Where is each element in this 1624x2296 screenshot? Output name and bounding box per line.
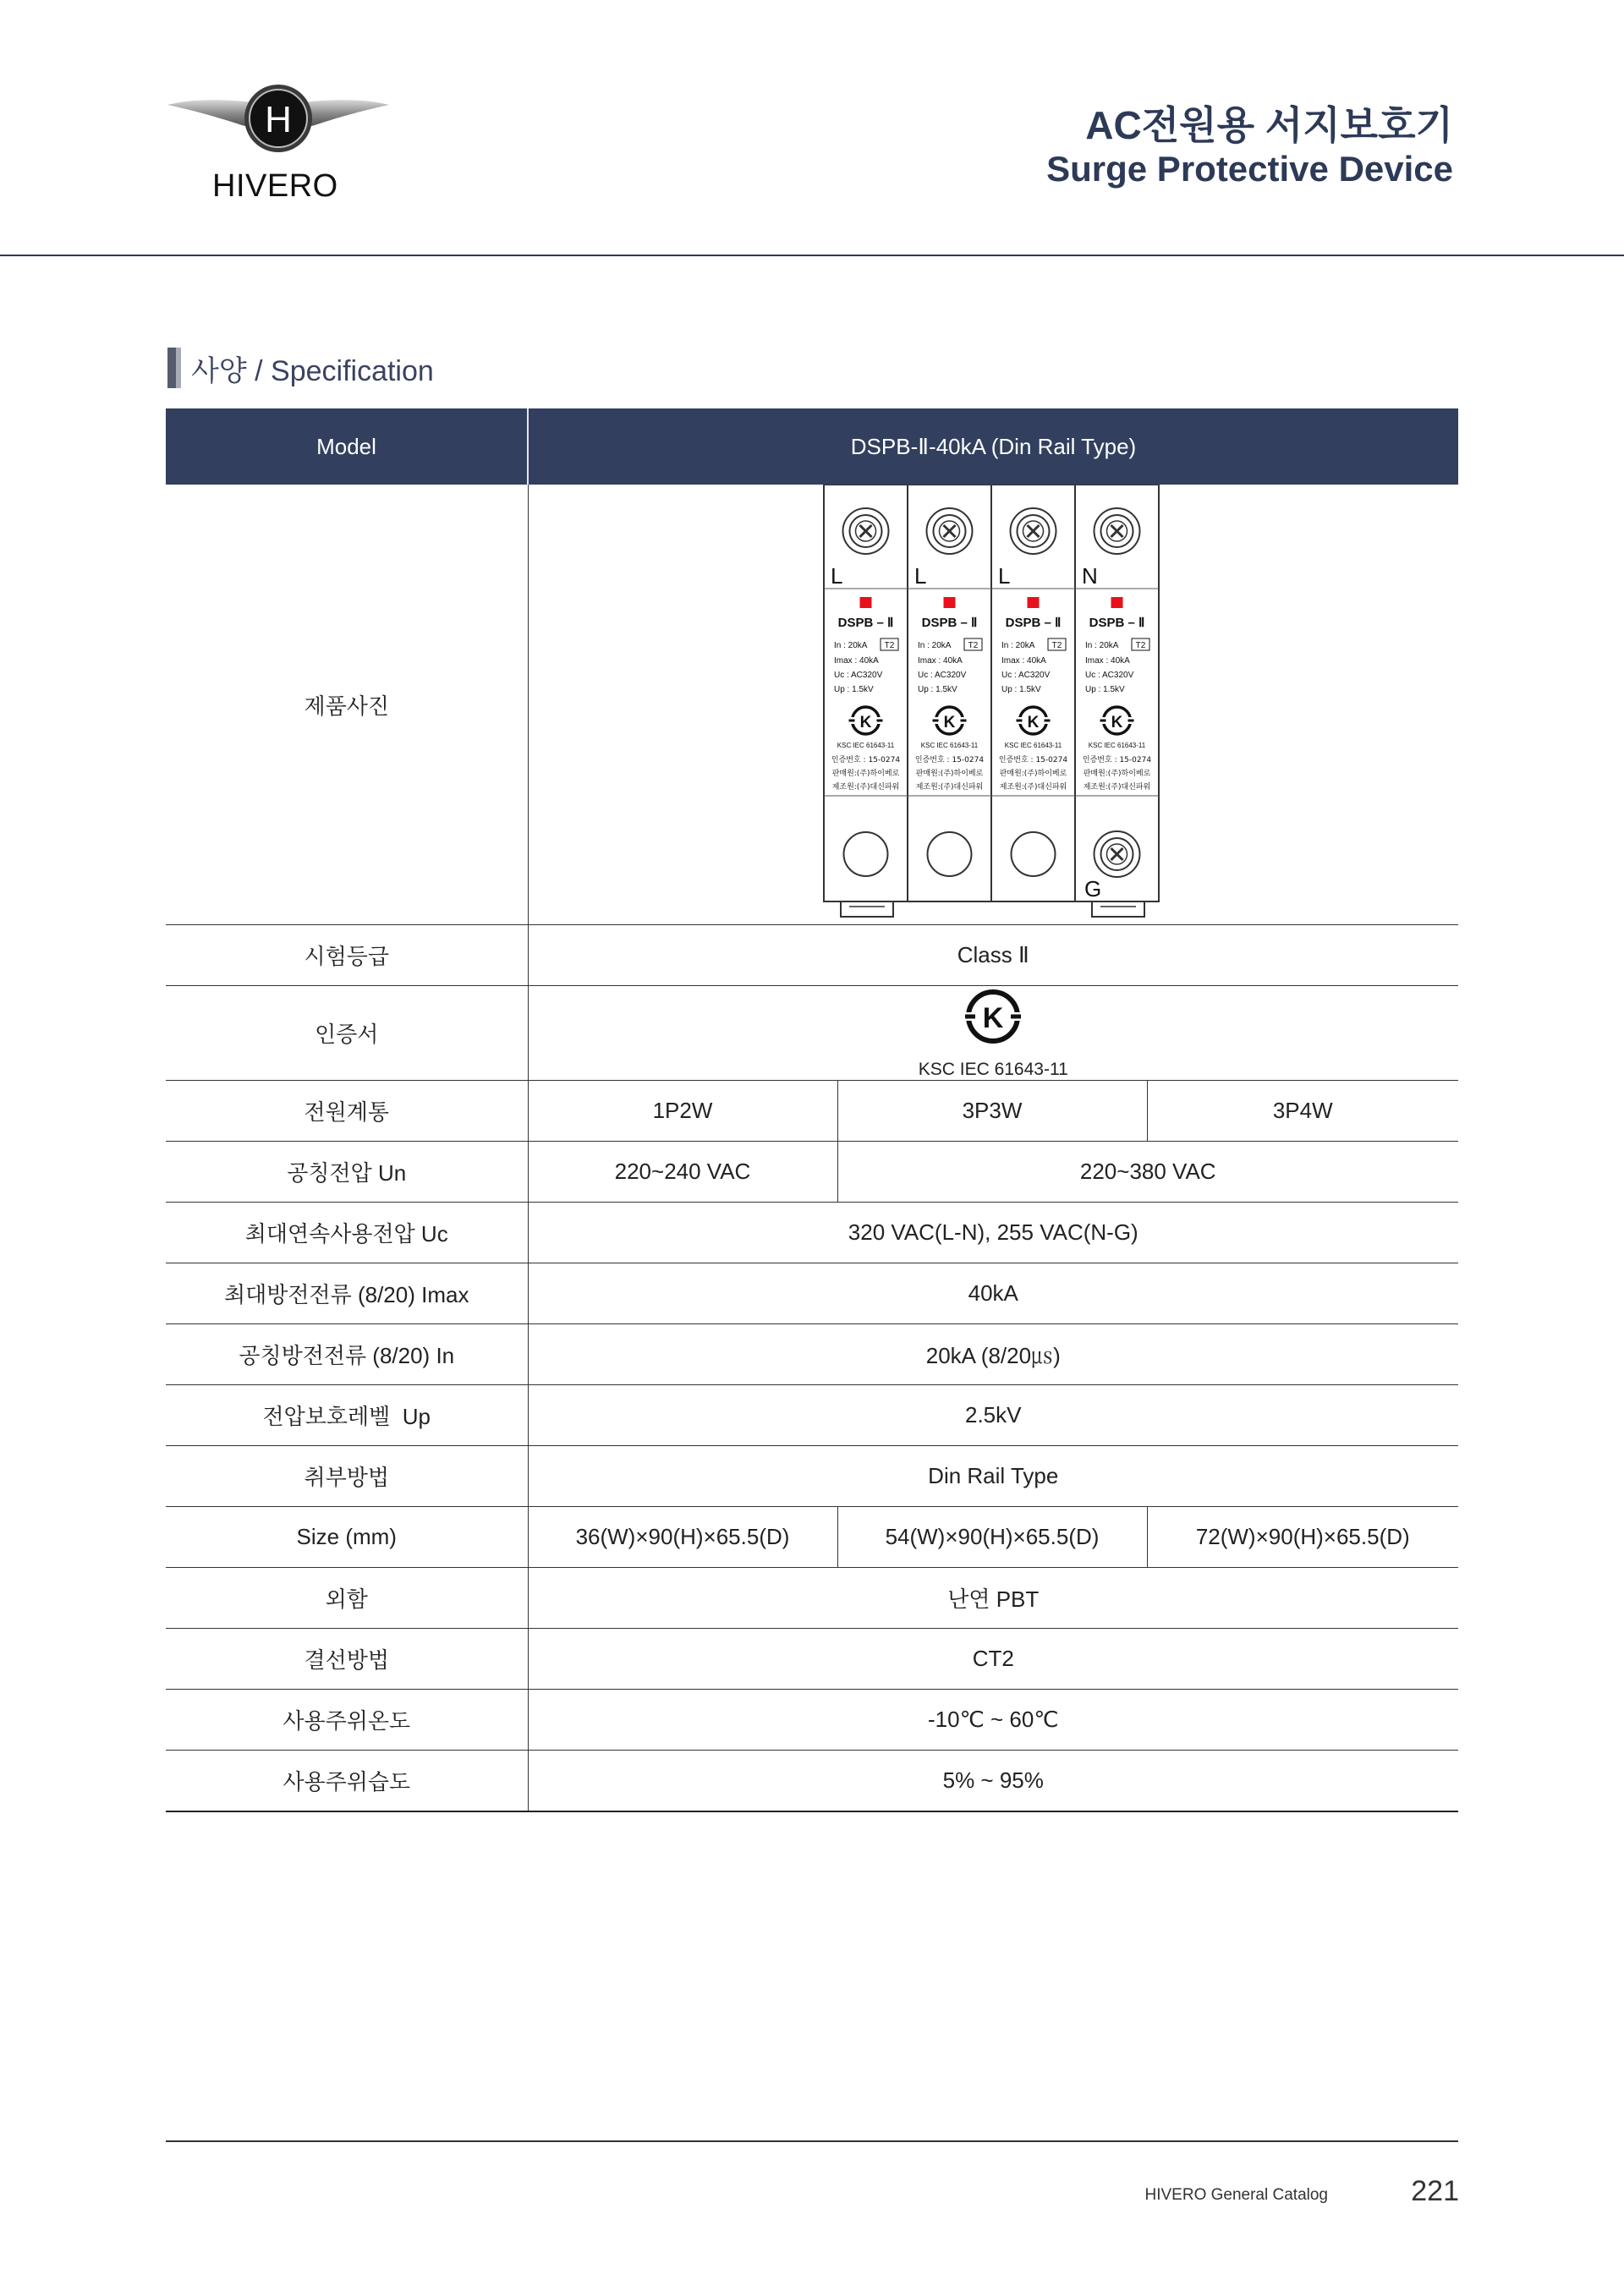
standard-text: KSC IEC 61643-11 bbox=[837, 742, 895, 749]
row-label: 전압보호레벨 Up bbox=[166, 1385, 528, 1446]
row-value-single-phase: 220~240 VAC bbox=[528, 1142, 837, 1203]
status-indicator bbox=[1111, 597, 1123, 608]
pole-label: L bbox=[914, 563, 927, 589]
row-value-size-2: 54(W)×90(H)×65.5(D) bbox=[837, 1507, 1147, 1568]
row-value: 40kA bbox=[528, 1263, 1458, 1324]
row-label: 공칭방전전류 (8/20) In bbox=[166, 1324, 528, 1385]
table-header-row bbox=[166, 408, 1458, 485]
maker-text: 제조원:(주)대신파워 bbox=[831, 783, 900, 792]
winged-h-emblem-icon bbox=[166, 81, 391, 166]
kc-mark-letter: K bbox=[1111, 714, 1123, 732]
certificate-caption: KSC IEC 61643-11 bbox=[918, 1060, 1068, 1079]
maker-text: 제조원:(주)대신파워 bbox=[999, 783, 1067, 792]
table-row bbox=[166, 1385, 1458, 1446]
hivero-logo bbox=[166, 81, 391, 208]
row-label: 제품사진 bbox=[166, 485, 528, 925]
table-row bbox=[166, 1263, 1458, 1324]
spec-uc: Uc : AC320V bbox=[918, 671, 967, 680]
module-name: DSPB – Ⅱ bbox=[921, 616, 978, 630]
header-model: Model bbox=[166, 408, 528, 485]
spec-in: In : 20kA bbox=[1085, 641, 1119, 650]
section-title: 사양 / Specification bbox=[191, 355, 434, 387]
section-marker bbox=[167, 348, 176, 388]
pole-label: N bbox=[1082, 563, 1099, 589]
table-row bbox=[166, 1629, 1458, 1690]
seller-text: 판매원:(주)하이베로 bbox=[915, 770, 984, 778]
seller-text: 판매원:(주)하이베로 bbox=[1083, 770, 1151, 778]
row-value-size-1: 36(W)×90(H)×65.5(D) bbox=[528, 1507, 837, 1568]
pole-label: L bbox=[998, 563, 1011, 589]
pole-label: L bbox=[831, 563, 843, 589]
row-value-1p2w: 1P2W bbox=[528, 1081, 837, 1142]
din-clip bbox=[841, 901, 893, 917]
kc-mark-letter: K bbox=[1027, 714, 1040, 732]
footer-catalog-name: HIVERO General Catalog bbox=[1144, 2186, 1328, 2204]
page-title-english: Surge Protective Device bbox=[1046, 149, 1453, 189]
kc-mark-letter: K bbox=[982, 1002, 1004, 1034]
row-value: Din Rail Type bbox=[528, 1446, 1458, 1507]
row-value-three-phase: 220~380 VAC bbox=[837, 1142, 1458, 1203]
row-value: 5% ~ 95% bbox=[528, 1751, 1458, 1812]
row-label: 시험등급 bbox=[166, 925, 528, 986]
type-badge: T2 bbox=[884, 641, 895, 650]
maker-text: 제조원:(주)대신파워 bbox=[915, 783, 984, 792]
spec-in: In : 20kA bbox=[918, 641, 952, 650]
spec-imax: Imax : 40kA bbox=[1001, 656, 1047, 666]
row-label: 사용주위습도 bbox=[166, 1751, 528, 1812]
status-indicator bbox=[1028, 597, 1040, 608]
spec-up: Up : 1.5kV bbox=[1001, 685, 1041, 694]
page-number: 221 bbox=[1411, 2175, 1459, 2207]
row-value: 난연 PBT bbox=[528, 1568, 1458, 1629]
row-value: -10℃ ~ 60℃ bbox=[528, 1690, 1458, 1751]
spec-up: Up : 1.5kV bbox=[834, 685, 874, 694]
status-indicator bbox=[944, 597, 956, 608]
row-label: 전원계통 bbox=[166, 1081, 528, 1142]
spec-uc: Uc : AC320V bbox=[834, 671, 883, 680]
product-photo-cell bbox=[528, 485, 1458, 925]
seller-text: 판매원:(주)하이베로 bbox=[831, 770, 900, 778]
table-row bbox=[166, 1568, 1458, 1629]
cert-number: 인증번호 : 15-0274 bbox=[999, 756, 1068, 764]
page-title-korean: AC전원용 서지보호기 bbox=[1085, 103, 1453, 147]
row-value: 2.5kV bbox=[528, 1385, 1458, 1446]
table-row bbox=[166, 485, 1458, 925]
header-model-value: DSPB-Ⅱ-40kA (Din Rail Type) bbox=[528, 408, 1458, 485]
type-badge: T2 bbox=[1051, 641, 1062, 650]
type-badge: T2 bbox=[968, 641, 979, 650]
brand-name: HIVERO bbox=[212, 168, 338, 204]
table-row bbox=[166, 1142, 1458, 1203]
table-row bbox=[166, 986, 1458, 1081]
row-label: 외함 bbox=[166, 1568, 528, 1629]
footer-divider bbox=[166, 2140, 1458, 2142]
table-row bbox=[166, 1081, 1458, 1142]
standard-text: KSC IEC 61643-11 bbox=[1089, 742, 1146, 749]
cert-number: 인증번호 : 15-0274 bbox=[1083, 756, 1152, 764]
header-divider bbox=[0, 255, 1624, 256]
kc-certification-mark-icon bbox=[963, 986, 1023, 1047]
row-label: 인증서 bbox=[166, 986, 528, 1081]
spec-imax: Imax : 40kA bbox=[1085, 656, 1131, 666]
spec-in: In : 20kA bbox=[834, 641, 868, 650]
standard-text: KSC IEC 61643-11 bbox=[921, 742, 979, 749]
spec-imax: Imax : 40kA bbox=[834, 656, 880, 666]
ground-label: G bbox=[1084, 876, 1102, 901]
status-indicator bbox=[860, 597, 872, 608]
module-name: DSPB – Ⅱ bbox=[837, 616, 894, 630]
row-value-3p3w: 3P3W bbox=[837, 1081, 1147, 1142]
row-value-3p4w: 3P4W bbox=[1147, 1081, 1458, 1142]
row-label: 최대연속사용전압 Uc bbox=[166, 1203, 528, 1263]
kc-mark-letter: K bbox=[943, 714, 956, 732]
row-value: 320 VAC(L-N), 255 VAC(N-G) bbox=[528, 1203, 1458, 1263]
seller-text: 판매원:(주)하이베로 bbox=[999, 770, 1067, 778]
spec-uc: Uc : AC320V bbox=[1085, 671, 1134, 680]
maker-text: 제조원:(주)대신파워 bbox=[1083, 783, 1151, 792]
surge-protector-image bbox=[820, 485, 1166, 924]
row-value: 20kA (8/20㎲) bbox=[528, 1324, 1458, 1385]
row-value: Class Ⅱ bbox=[528, 925, 1458, 986]
table-row bbox=[166, 1690, 1458, 1751]
row-label: 취부방법 bbox=[166, 1446, 528, 1507]
module-name: DSPB – Ⅱ bbox=[1005, 616, 1062, 630]
svg-text:H: H bbox=[265, 99, 292, 140]
table-row bbox=[166, 1324, 1458, 1385]
table-row bbox=[166, 1751, 1458, 1812]
spec-imax: Imax : 40kA bbox=[918, 656, 963, 666]
terminal-hole-icon bbox=[1012, 832, 1056, 876]
spec-table bbox=[166, 408, 1458, 1812]
row-label: 최대방전전류 (8/20) Imax bbox=[166, 1263, 528, 1324]
spec-uc: Uc : AC320V bbox=[1001, 671, 1051, 680]
table-row bbox=[166, 1446, 1458, 1507]
row-label: 사용주위온도 bbox=[166, 1690, 528, 1751]
spec-up: Up : 1.5kV bbox=[918, 685, 957, 694]
spec-in: In : 20kA bbox=[1001, 641, 1035, 650]
certificate-cell bbox=[528, 986, 1458, 1081]
standard-text: KSC IEC 61643-11 bbox=[1005, 742, 1062, 749]
table-row bbox=[166, 1507, 1458, 1568]
table-row bbox=[166, 1203, 1458, 1263]
kc-mark-letter: K bbox=[859, 714, 872, 732]
row-label: 공칭전압 Un bbox=[166, 1142, 528, 1203]
spec-up: Up : 1.5kV bbox=[1085, 685, 1125, 694]
row-value-size-3: 72(W)×90(H)×65.5(D) bbox=[1147, 1507, 1458, 1568]
row-label: Size (mm) bbox=[166, 1507, 528, 1568]
row-label: 결선방법 bbox=[166, 1629, 528, 1690]
cert-number: 인증번호 : 15-0274 bbox=[831, 756, 901, 764]
cert-number: 인증번호 : 15-0274 bbox=[915, 756, 985, 764]
module-name: DSPB – Ⅱ bbox=[1089, 616, 1145, 630]
din-clip bbox=[1092, 901, 1144, 917]
type-badge: T2 bbox=[1135, 641, 1146, 650]
table-row bbox=[166, 925, 1458, 986]
terminal-hole-icon bbox=[928, 832, 972, 876]
row-value: CT2 bbox=[528, 1629, 1458, 1690]
terminal-hole-icon bbox=[844, 832, 888, 876]
